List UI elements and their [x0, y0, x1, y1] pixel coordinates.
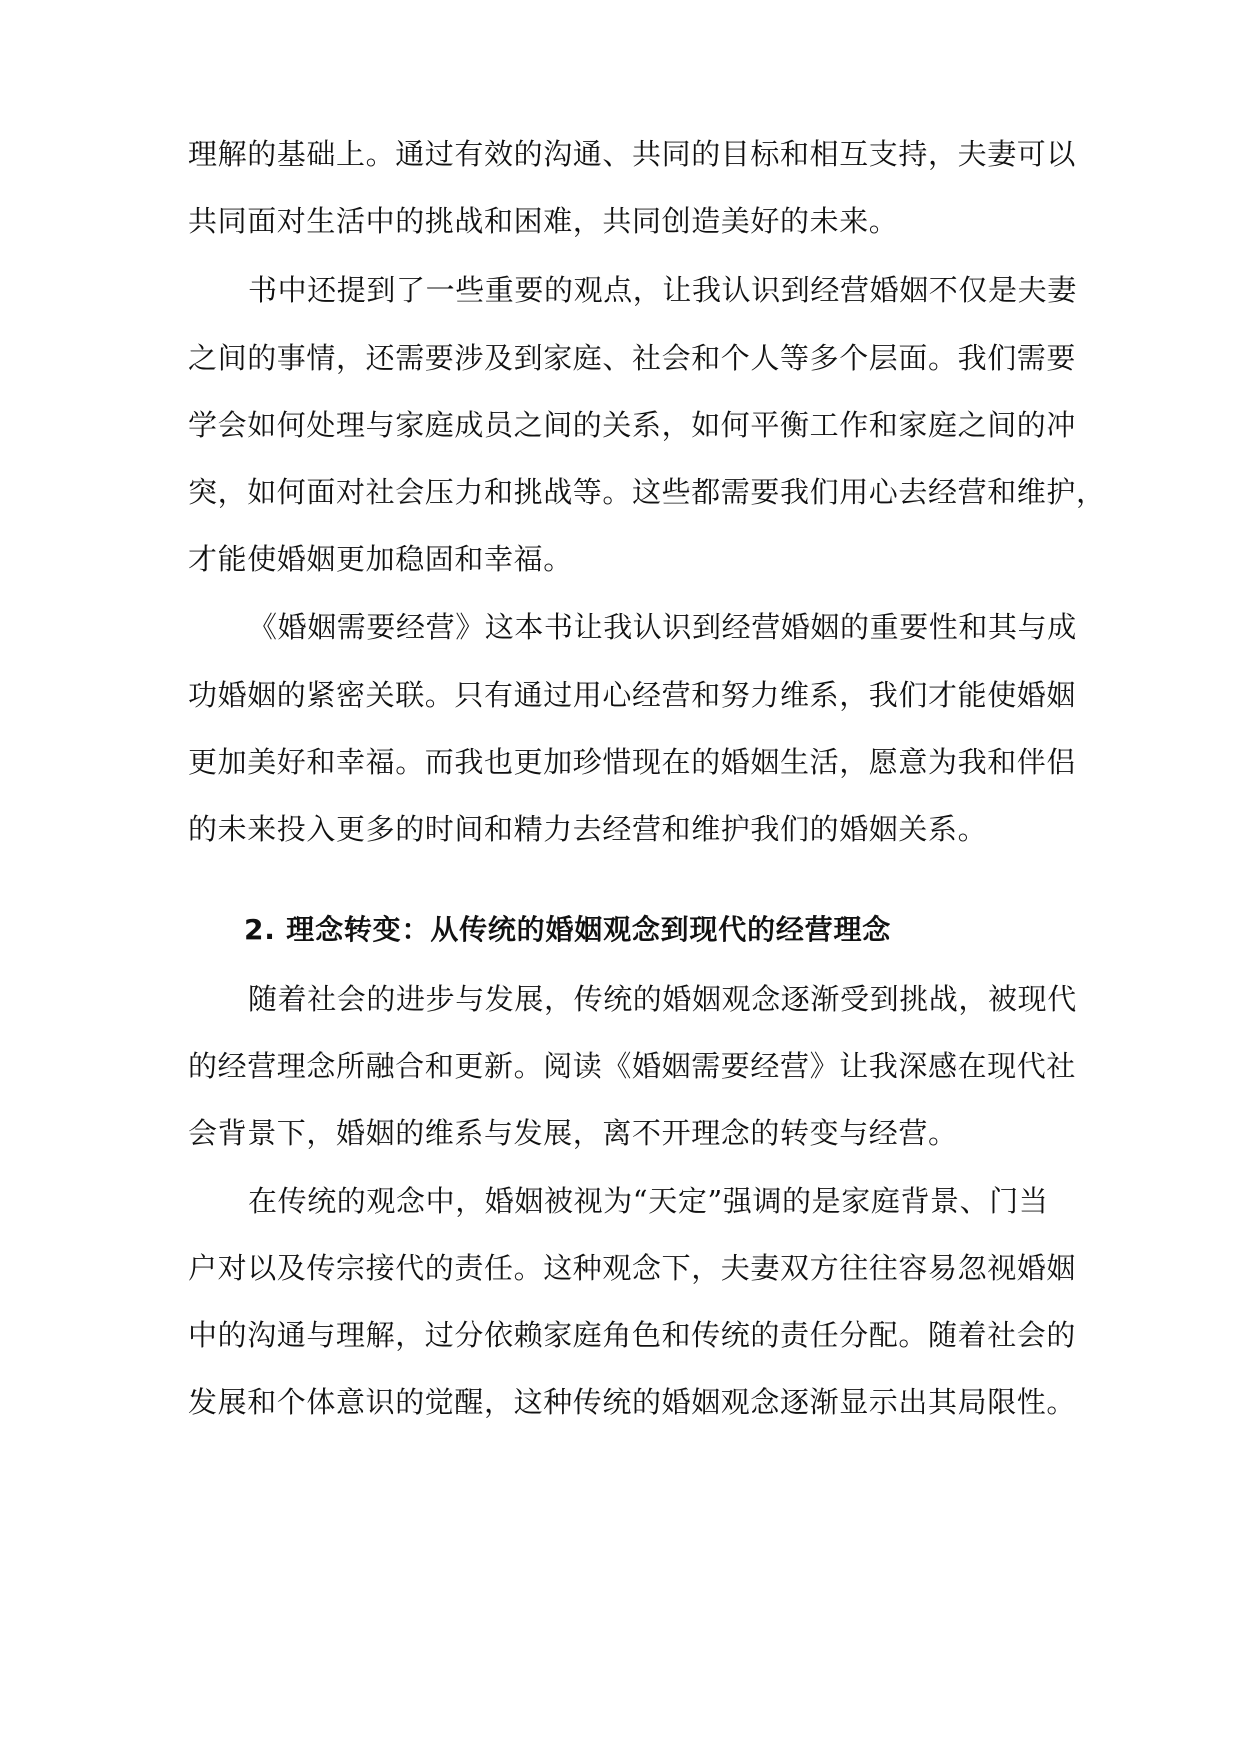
paragraph-line: 功婚姻的紧密关联。只有通过用心经营和努力维系，我们才能使婚姻 — [188, 678, 1077, 712]
paragraph-line: 的经营理念所融合和更新。阅读《婚姻需要经营》让我深感在现代社 — [188, 1049, 1077, 1083]
paragraph-line: 的未来投入更多的时间和精力去经营和维护我们的婚姻关系。 — [188, 812, 988, 846]
section-heading: 2. 理念转变：从传统的婚姻观念到现代的经营理念 — [244, 913, 892, 946]
paragraph-line: 《婚姻需要经营》这本书让我认识到经营婚姻的重要性和其与成 — [248, 610, 1077, 644]
paragraph-line: 突，如何面对社会压力和挑战等。这些都需要我们用心去经营和维护， — [188, 475, 1106, 509]
paragraph-line: 更加美好和幸福。而我也更加珍惜现在的婚姻生活，愿意为我和伴侣 — [188, 745, 1077, 779]
paragraph-line: 户对以及传宗接代的责任。这种观念下，夫妻双方往往容易忽视婚姻 — [188, 1251, 1077, 1285]
paragraph-line: 才能使婚姻更加稳固和幸福。 — [188, 542, 573, 576]
paragraph-line: 之间的事情，还需要涉及到家庭、社会和个人等多个层面。我们需要 — [188, 341, 1077, 375]
paragraph-line: 会背景下，婚姻的维系与发展，离不开理念的转变与经营。 — [188, 1116, 958, 1150]
paragraph-line: 发展和个体意识的觉醒，这种传统的婚姻观念逐渐显示出其局限性。 — [188, 1385, 1077, 1419]
paragraph-line: 书中还提到了一些重要的观点，让我认识到经营婚姻不仅是夫妻 — [248, 273, 1077, 307]
paragraph-line: 中的沟通与理解，过分依赖家庭角色和传统的责任分配。随着社会的 — [188, 1318, 1077, 1352]
paragraph-line: 学会如何处理与家庭成员之间的关系，如何平衡工作和家庭之间的冲 — [188, 408, 1077, 442]
paragraph-line: 共同面对生活中的挑战和困难，共同创造美好的未来。 — [188, 204, 899, 238]
paragraph-line: 随着社会的进步与发展，传统的婚姻观念逐渐受到挑战，被现代 — [248, 982, 1077, 1016]
paragraph-line: 理解的基础上。通过有效的沟通、共同的目标和相互支持，夫妻可以 — [188, 137, 1077, 171]
paragraph-line: 在传统的观念中，婚姻被视为“天定”强调的是家庭背景、门当 — [248, 1184, 1049, 1218]
